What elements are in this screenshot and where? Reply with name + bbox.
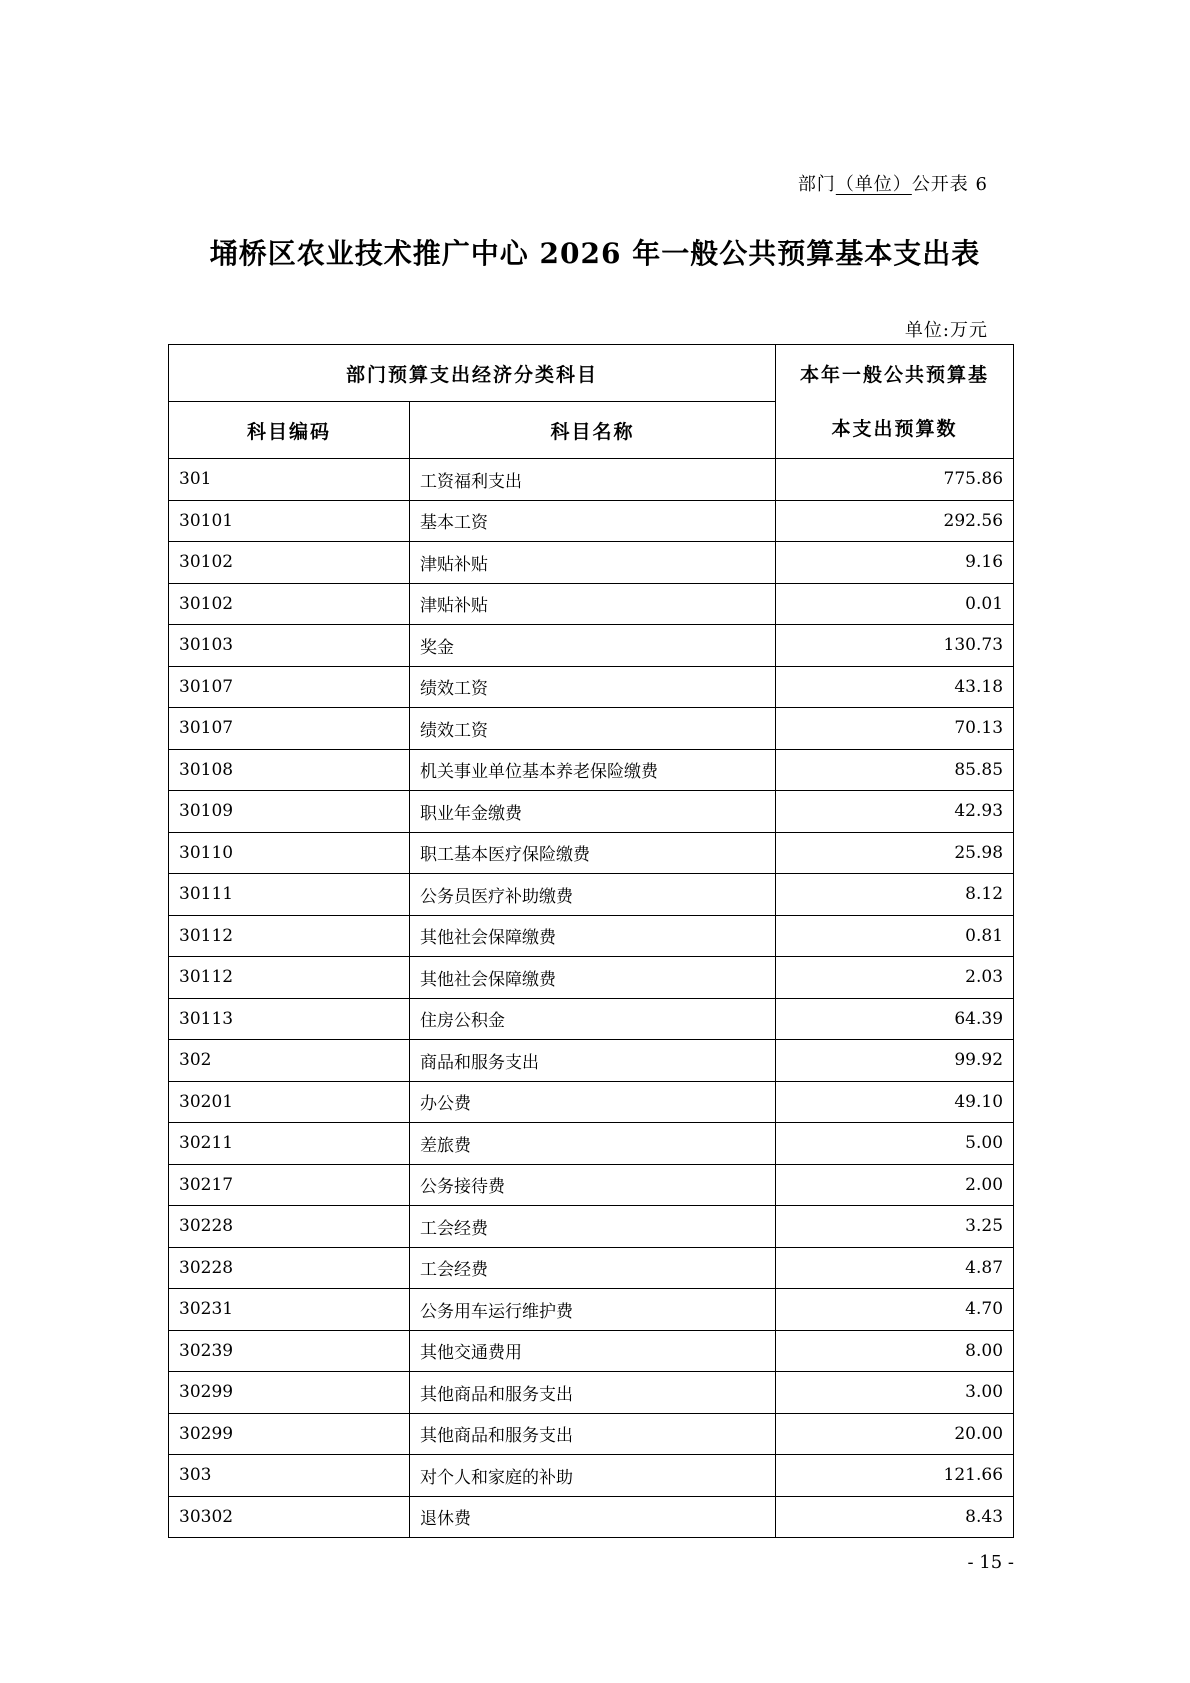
amount-cell: 9.16 [776,542,1014,584]
amount-cell: 85.85 [776,749,1014,791]
code-cell: 30228 [169,1206,410,1248]
code-cell: 30112 [169,915,410,957]
amount-cell: 3.25 [776,1206,1014,1248]
amount-cell: 8.43 [776,1496,1014,1538]
amount-cell: 4.87 [776,1247,1014,1289]
name-cell: 工会经费 [410,1206,776,1248]
amount-cell: 4.70 [776,1289,1014,1331]
table-row [169,1372,1014,1414]
document-label-prefix: 部门 [797,174,836,195]
document-label-suffix: 公开表 6 [911,174,988,195]
amount-cell: 64.39 [776,998,1014,1040]
amount-cell: 5.00 [776,1123,1014,1165]
code-cell: 30231 [169,1289,410,1331]
amount-cell: 43.18 [776,666,1014,708]
table-row [169,1413,1014,1455]
name-cell: 工会经费 [410,1247,776,1289]
table-row [169,1164,1014,1206]
name-cell: 其他商品和服务支出 [410,1372,776,1414]
table-row [169,500,1014,542]
code-cell: 30111 [169,874,410,916]
page-title: 埇桥区农业技术推广中心 2026 年一般公共预算基本支出表 [209,237,981,270]
name-cell: 住房公积金 [410,998,776,1040]
amount-cell: 20.00 [776,1413,1014,1455]
name-cell: 奖金 [410,625,776,667]
table-body [169,459,1014,1538]
table-row [169,915,1014,957]
code-cell: 30228 [169,1247,410,1289]
document-label-unit: （单位） [835,174,912,195]
name-cell: 津贴补贴 [410,542,776,584]
amount-cell: 130.73 [776,625,1014,667]
code-cell: 30103 [169,625,410,667]
code-cell: 30110 [169,832,410,874]
amount-cell: 775.86 [776,459,1014,501]
code-cell: 30201 [169,1081,410,1123]
code-cell: 30217 [169,1164,410,1206]
code-cell: 30112 [169,957,410,999]
table-row [169,1496,1014,1538]
name-cell: 商品和服务支出 [410,1040,776,1082]
code-cell: 30299 [169,1413,410,1455]
amount-header-line2: 本支出预算数 [831,417,958,440]
table-row [169,1123,1014,1165]
name-cell: 职工基本医疗保险缴费 [410,832,776,874]
amount-cell: 8.00 [776,1330,1014,1372]
code-cell: 30113 [169,998,410,1040]
page-number: - 15 - [967,1552,1014,1573]
amount-cell: 292.56 [776,500,1014,542]
table-row [169,957,1014,999]
code-cell: 30211 [169,1123,410,1165]
table-row [169,791,1014,833]
budget-table [168,344,1014,1538]
group-header: 部门预算支出经济分类科目 [169,345,776,402]
name-cell: 其他交通费用 [410,1330,776,1372]
name-cell: 公务接待费 [410,1164,776,1206]
code-cell: 302 [169,1040,410,1082]
table-row [169,1330,1014,1372]
code-cell: 30302 [169,1496,410,1538]
table-row [169,1455,1014,1497]
name-cell: 退休费 [410,1496,776,1538]
amount-header-line1: 本年一般公共预算基 [800,363,990,386]
code-cell: 30102 [169,542,410,584]
name-cell: 其他社会保障缴费 [410,957,776,999]
document-label [798,170,988,196]
name-cell: 职业年金缴费 [410,791,776,833]
name-cell: 办公费 [410,1081,776,1123]
amount-cell: 25.98 [776,832,1014,874]
table-row [169,998,1014,1040]
unit-label: 单位:万元 [904,320,988,341]
table-row [169,749,1014,791]
code-cell: 30102 [169,583,410,625]
table-row [169,1206,1014,1248]
amount-cell: 2.00 [776,1164,1014,1206]
amount-cell: 0.81 [776,915,1014,957]
name-column-header: 科目名称 [410,402,776,459]
name-cell: 绩效工资 [410,666,776,708]
table-row [169,1247,1014,1289]
code-cell: 301 [169,459,410,501]
table-row [169,1081,1014,1123]
table-row [169,583,1014,625]
name-cell: 其他商品和服务支出 [410,1413,776,1455]
amount-cell: 3.00 [776,1372,1014,1414]
name-cell: 差旅费 [410,1123,776,1165]
table-row [169,832,1014,874]
table-row [169,1040,1014,1082]
name-cell: 公务用车运行维护费 [410,1289,776,1331]
amount-cell: 70.13 [776,708,1014,750]
code-cell: 30109 [169,791,410,833]
table-header-row [169,345,1014,402]
name-cell: 基本工资 [410,500,776,542]
table-row [169,666,1014,708]
name-cell: 津贴补贴 [410,583,776,625]
code-cell: 30107 [169,666,410,708]
code-cell: 30101 [169,500,410,542]
table-row [169,459,1014,501]
code-column-header: 科目编码 [169,402,410,459]
name-cell: 机关事业单位基本养老保险缴费 [410,749,776,791]
amount-cell: 8.12 [776,874,1014,916]
code-cell: 30239 [169,1330,410,1372]
name-cell: 其他社会保障缴费 [410,915,776,957]
code-cell: 30108 [169,749,410,791]
code-cell: 30107 [169,708,410,750]
table-row [169,625,1014,667]
name-cell: 公务员医疗补助缴费 [410,874,776,916]
amount-header [776,345,1014,459]
name-cell: 工资福利支出 [410,459,776,501]
amount-cell: 99.92 [776,1040,1014,1082]
table-row [169,874,1014,916]
amount-cell: 49.10 [776,1081,1014,1123]
amount-cell: 0.01 [776,583,1014,625]
amount-cell: 42.93 [776,791,1014,833]
table-row [169,1289,1014,1331]
amount-cell: 2.03 [776,957,1014,999]
table-row [169,708,1014,750]
table-row [169,542,1014,584]
name-cell: 对个人和家庭的补助 [410,1455,776,1497]
name-cell: 绩效工资 [410,708,776,750]
code-cell: 303 [169,1455,410,1497]
amount-cell: 121.66 [776,1455,1014,1497]
code-cell: 30299 [169,1372,410,1414]
